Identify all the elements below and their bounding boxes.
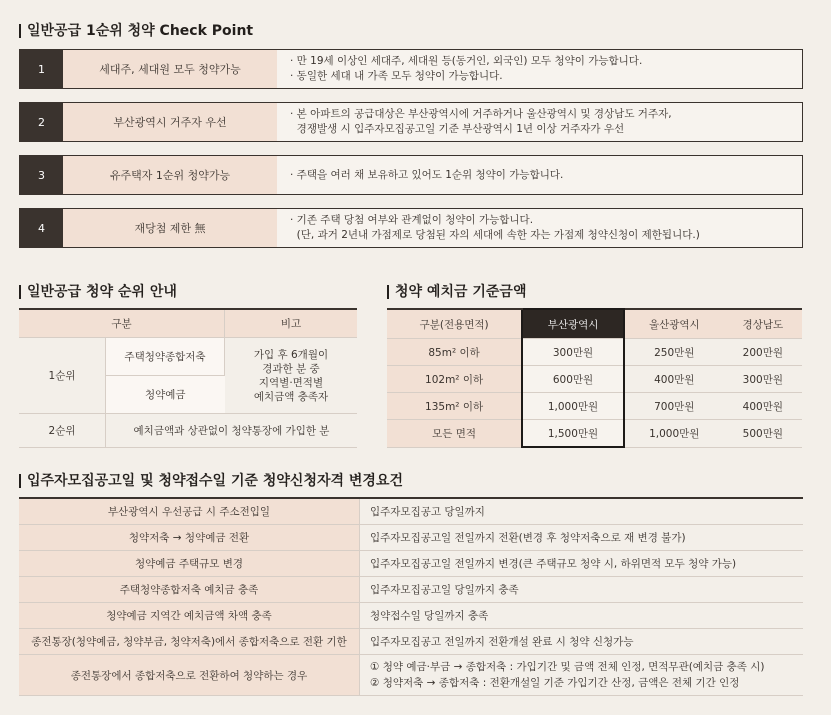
section-title-rank: 일반공급 청약 순위 안내 xyxy=(19,284,177,300)
table-row xyxy=(387,420,802,448)
busan-amount-cell: 1,000만원 xyxy=(522,393,624,420)
deadline-cell: 입주자모집공고 전일까지 전환개설 완료 시 청약 신청가능 xyxy=(360,629,804,655)
ulsan-amount-cell: 250만원 xyxy=(624,339,724,366)
rank-1-cell: 1순위 xyxy=(19,338,106,414)
table-header-row xyxy=(19,309,357,338)
area-cell: 85m² 이하 xyxy=(387,339,522,366)
ulsan-amount-cell: 1,000만원 xyxy=(624,420,724,448)
gyeongnam-amount-cell: 200만원 xyxy=(724,339,802,366)
checkpoint-label: 부산광역시 거주자 우선 xyxy=(63,103,277,141)
deadline-cell: 입주자모집공고일 전일까지 변경(큰 주택규모 청약 시, 하위면적 모두 청약 가능) xyxy=(360,551,804,577)
table-row xyxy=(387,393,802,420)
checkpoint-row-3 xyxy=(19,155,803,195)
table-row xyxy=(19,655,803,696)
table-row xyxy=(19,525,803,551)
gyeongnam-amount-cell: 400만원 xyxy=(724,393,802,420)
gyeongnam-amount-cell: 500만원 xyxy=(724,420,802,448)
checkpoint-number: 2 xyxy=(20,103,63,141)
rank-1-note-cell xyxy=(225,338,358,414)
section-title-checkpoint: 일반공급 1순위 청약 Check Point xyxy=(19,23,253,39)
busan-amount-cell: 600만원 xyxy=(522,366,624,393)
section-title-deposit: 청약 예치금 기준금액 xyxy=(387,284,526,300)
area-cell: 102m² 이하 xyxy=(387,366,522,393)
condition-cell: 청약예금 주택규모 변경 xyxy=(19,551,360,577)
ulsan-amount-cell: 400만원 xyxy=(624,366,724,393)
checkpoint-line: · 만 19세 이상인 세대주, 세대원 등(동거인, 외국인) 모두 청약이 가능합니다. xyxy=(290,55,643,67)
checkpoint-description xyxy=(290,209,790,247)
condition-cell: 청약예금 지역간 예치금액 차액 충족 xyxy=(19,603,360,629)
table-row xyxy=(19,551,803,577)
deadline-line: ② 청약저축 → 종합저축 : 전환개설일 기준 가입기간 산정, 금액은 전체 기간 인정 xyxy=(370,677,740,689)
deadline-cell: 입주자모집공고일 전일까지 전환(변경 후 청약저축으로 재 변경 불가) xyxy=(360,525,804,551)
checkpoint-number: 1 xyxy=(20,50,63,88)
checkpoint-number: 3 xyxy=(20,156,63,194)
condition-cell: 부산광역시 우선공급 시 주소전입일 xyxy=(19,498,360,525)
checkpoint-line: · 기존 주택 당첨 여부와 관계없이 청약이 가능합니다. xyxy=(290,214,534,226)
section-title-change-requirements: 입주자모집공고일 및 청약접수일 기준 청약신청자격 변경요건 xyxy=(19,473,403,489)
deadline-line: ① 청약 예금·부금 → 종합저축 : 가입기간 및 금액 전체 인정, 면적무관(예치금 충족 시) xyxy=(370,661,765,673)
table-header-row xyxy=(387,309,802,339)
condition-cell: 청약저축 → 청약예금 전환 xyxy=(19,525,360,551)
checkpoint-label: 재당첨 제한 無 xyxy=(63,209,277,247)
account-type-cell: 청약예금 xyxy=(106,376,225,414)
header-area: 구분(전용면적) xyxy=(387,309,522,339)
checkpoint-description xyxy=(290,103,790,141)
checkpoint-label: 세대주, 세대원 모두 청약가능 xyxy=(63,50,277,88)
condition-cell: 종전통장에서 종합저축으로 전환하여 청약하는 경우 xyxy=(19,655,360,696)
area-cell: 모든 면적 xyxy=(387,420,522,448)
note-line: 가입 후 6개월이 xyxy=(253,348,329,361)
table-row xyxy=(19,338,357,376)
note-line: 예치금액 충족자 xyxy=(253,390,329,403)
busan-amount-cell: 1,500만원 xyxy=(522,420,624,448)
condition-cell: 주택청약종합저축 예치금 충족 xyxy=(19,577,360,603)
rank-table xyxy=(19,308,357,448)
deadline-cell: 청약접수일 당일까지 충족 xyxy=(360,603,804,629)
checkpoint-line: (단, 과거 2년내 가점제로 당첨된 자의 세대에 속한 자는 가점제 청약신청이 제한됩니다.) xyxy=(290,229,700,241)
deposit-table xyxy=(387,308,802,448)
table-row xyxy=(19,603,803,629)
condition-cell: 종전통장(청약예금, 청약부금, 청약저축)에서 종합저축으로 전환 기한 xyxy=(19,629,360,655)
busan-amount-cell: 300만원 xyxy=(522,339,624,366)
deadline-cell: 입주자모집공고 당일까지 xyxy=(360,498,804,525)
checkpoint-description xyxy=(290,156,790,194)
ulsan-amount-cell: 700만원 xyxy=(624,393,724,420)
checkpoint-row-2 xyxy=(19,102,803,142)
account-type-cell: 주택청약종합저축 xyxy=(106,338,225,376)
table-row xyxy=(19,629,803,655)
table-row xyxy=(387,366,802,393)
rank-2-note-cell: 예치금액과 상관없이 청약통장에 가입한 분 xyxy=(106,414,358,448)
deadline-cell: 입주자모집공고일 당일까지 충족 xyxy=(360,577,804,603)
header-gyeongnam: 경상남도 xyxy=(724,309,802,339)
checkpoint-line: · 주택을 여러 채 보유하고 있어도 1순위 청약이 가능합니다. xyxy=(290,168,564,181)
note-line: 경과한 분 중 xyxy=(262,362,320,375)
note-line: 지역별·면적별 xyxy=(258,376,324,389)
checkpoint-row-1 xyxy=(19,49,803,89)
header-busan: 부산광역시 xyxy=(522,309,624,339)
checkpoint-line: · 동일한 세대 내 가족 모두 청약이 가능합니다. xyxy=(290,70,503,82)
header-note: 비고 xyxy=(225,309,358,338)
checkpoint-line: 경쟁발생 시 입주자모집공고일 기준 부산광역시 1년 이상 거주자가 우선 xyxy=(290,123,625,135)
deadline-cell xyxy=(360,655,804,696)
table-row xyxy=(19,577,803,603)
gyeongnam-amount-cell: 300만원 xyxy=(724,366,802,393)
table-row xyxy=(387,339,802,366)
checkpoint-description xyxy=(290,50,790,88)
checkpoint-row-4 xyxy=(19,208,803,248)
header-category: 구분 xyxy=(19,309,225,338)
table-row xyxy=(19,498,803,525)
rank-2-cell: 2순위 xyxy=(19,414,106,448)
checkpoint-line: · 본 아파트의 공급대상은 부산광역시에 거주하거나 울산광역시 및 경상남도 거주자, xyxy=(290,108,672,120)
change-requirements-table xyxy=(19,497,803,696)
table-row xyxy=(19,414,357,448)
area-cell: 135m² 이하 xyxy=(387,393,522,420)
checkpoint-number: 4 xyxy=(20,209,63,247)
header-ulsan: 울산광역시 xyxy=(624,309,724,339)
checkpoint-label: 유주택자 1순위 청약가능 xyxy=(63,156,277,194)
